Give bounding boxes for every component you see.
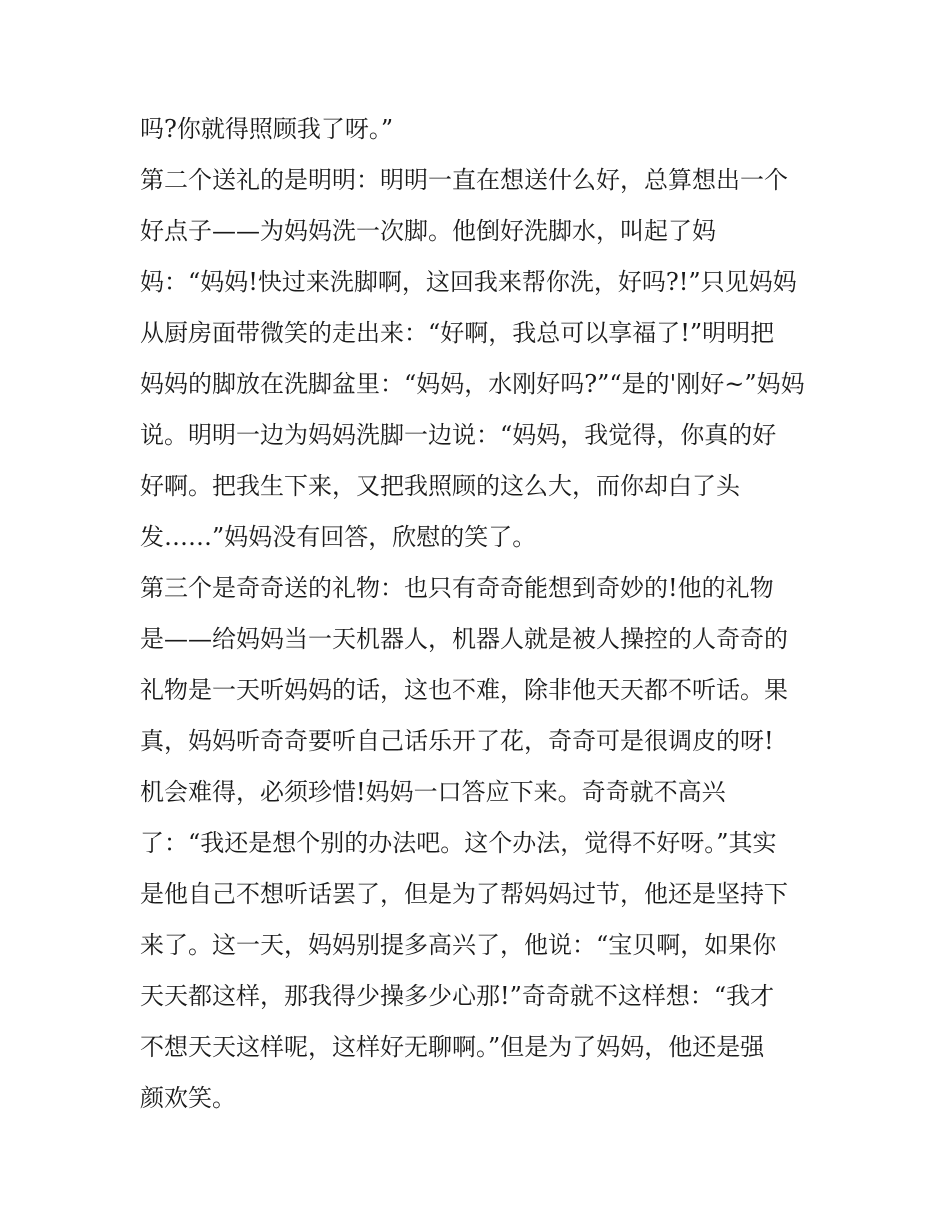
text-line: 好啊。把我生下来，又把我照顾的这么大，而你却白了头 [140,472,740,500]
text-line: 真，妈妈听奇奇要听自己话乐开了花，奇奇可是很调皮的呀! [140,727,774,755]
document-body [140,104,830,1124]
text-line: 从厨房面带微笑的走出来：“好啊，我总可以享福了!”明明把 [140,319,775,347]
text-line: 来了。这一天，妈妈别提多高兴了，他说：“宝贝啊，如果你 [140,931,777,959]
text-line: 礼物是一天听妈妈的话，这也不难，除非他天天都不听话。果 [140,676,788,704]
text-line: 了：“我还是想个别的办法吧。这个办法，觉得不好呀。”其实 [140,829,777,857]
text-line: 是他自己不想听话罢了，但是为了帮妈妈过节，他还是坚持下 [140,880,788,908]
text-line: 第二个送礼的是明明：明明一直在想送什么好，总算想出一个 [140,166,788,194]
text-line: 妈妈的脚放在洗脚盆里：“妈妈，水刚好吗?”“是的'刚好~”妈妈 [140,370,805,398]
text-line: 发……”妈妈没有回答，欣慰的笑了。 [140,523,537,551]
text-line: 机会难得，必须珍惜!妈妈一口答应下来。奇奇就不高兴 [140,778,726,806]
text-line: 是——给妈妈当一天机器人，机器人就是被人操控的人奇奇的 [140,625,788,653]
text-line: 说。明明一边为妈妈洗脚一边说：“妈妈，我觉得，你真的好 [140,421,777,449]
text-line: 好点子——为妈妈洗一次脚。他倒好洗脚水，叫起了妈 [140,217,716,245]
text-line: 天天都这样，那我得少操多少心那!”奇奇就不这样想：“我才 [140,982,775,1010]
text-line: 妈：“妈妈!快过来洗脚啊，这回我来帮你洗，好吗?!”只见妈妈 [140,268,797,296]
text-line: 颜欢笑。 [140,1084,236,1112]
text-line: 吗?你就得照顾我了呀。” [140,115,394,143]
text-line: 不想天天这样呢，这样好无聊啊。”但是为了妈妈，他还是强 [140,1033,765,1061]
text-line: 第三个是奇奇送的礼物：也只有奇奇能想到奇妙的!他的礼物 [140,574,774,602]
